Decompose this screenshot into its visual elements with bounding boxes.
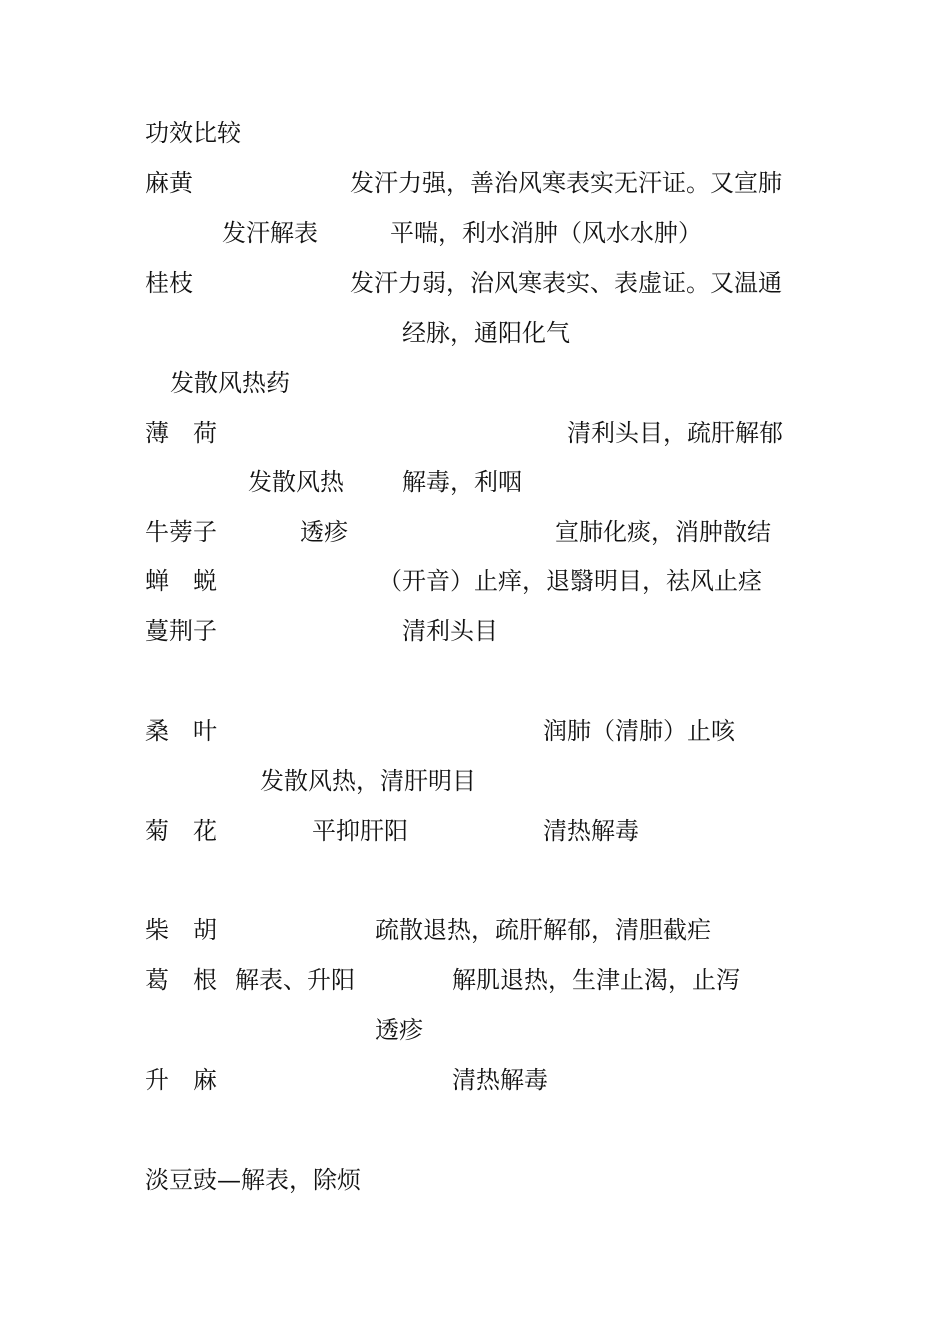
herb-chaihu-effect: 疏散退热，疏肝解郁，清胆截疟 [375,916,711,944]
herb-guizhi-name: 桂枝 [145,269,193,297]
shared-effect-fahan-jiebiao: 发汗解表 [222,219,318,247]
herb-manjingzi-name: 蔓荆子 [145,617,217,645]
herb-mahuang-desc-line2: 平喘，利水消肿（风水水肿） [390,219,702,247]
herb-guizhi-desc-line2: 经脉，通阳化气 [402,319,570,347]
herb-shengma-effect: 清热解毒 [452,1066,548,1094]
group3-shared-effect: 透疹 [375,1016,423,1044]
group1-shared-effect-a: 发散风热 [248,468,344,496]
section-title: 发散风热药 [170,369,290,397]
herb-chaihu-name: 柴 胡 [145,916,217,944]
herb-gegen-name: 葛 根 [145,966,217,994]
herb-juhua-mid: 平抑肝阳 [312,817,408,845]
herb-juhua-effect: 清热解毒 [543,817,639,845]
herb-bohe-effect: 清利头目，疏肝解郁 [567,419,783,447]
herb-dandouchi-line: 淡豆豉—解表，除烦 [145,1166,361,1194]
herb-mahuang-desc-line1: 发汗力强，善治风寒表实无汗证。又宣肺 [350,169,782,197]
herb-chantui-effect: （开音）止痒，退翳明目，祛风止痉 [378,567,762,595]
group2-shared-effect: 发散风热，清肝明目 [260,767,476,795]
heading: 功效比较 [145,119,241,147]
herb-shengma-name: 升 麻 [145,1066,217,1094]
herb-guizhi-desc-line1: 发汗力弱，治风寒表实、表虚证。又温通 [350,269,782,297]
group1-shared-effect-b: 解毒，利咽 [402,468,522,496]
herb-niubangzi-effect: 宣肺化痰，消肿散结 [555,518,771,546]
herb-bohe-name: 薄 荷 [145,419,217,447]
herb-sangye-effect: 润肺（清肺）止咳 [543,717,735,745]
herb-juhua-name: 菊 花 [145,817,217,845]
herb-niubangzi-name: 牛蒡子 [145,518,217,546]
herb-niubangzi-mid: 透疹 [300,518,348,546]
herb-gegen-mid: 解表、升阳 [235,966,355,994]
herb-mahuang-name: 麻黄 [145,169,193,197]
herb-chantui-name: 蝉 蜕 [145,567,217,595]
herb-gegen-effect: 解肌退热，生津止渴，止泻 [452,966,740,994]
herb-manjingzi-effect: 清利头目 [402,617,498,645]
herb-sangye-name: 桑 叶 [145,717,217,745]
